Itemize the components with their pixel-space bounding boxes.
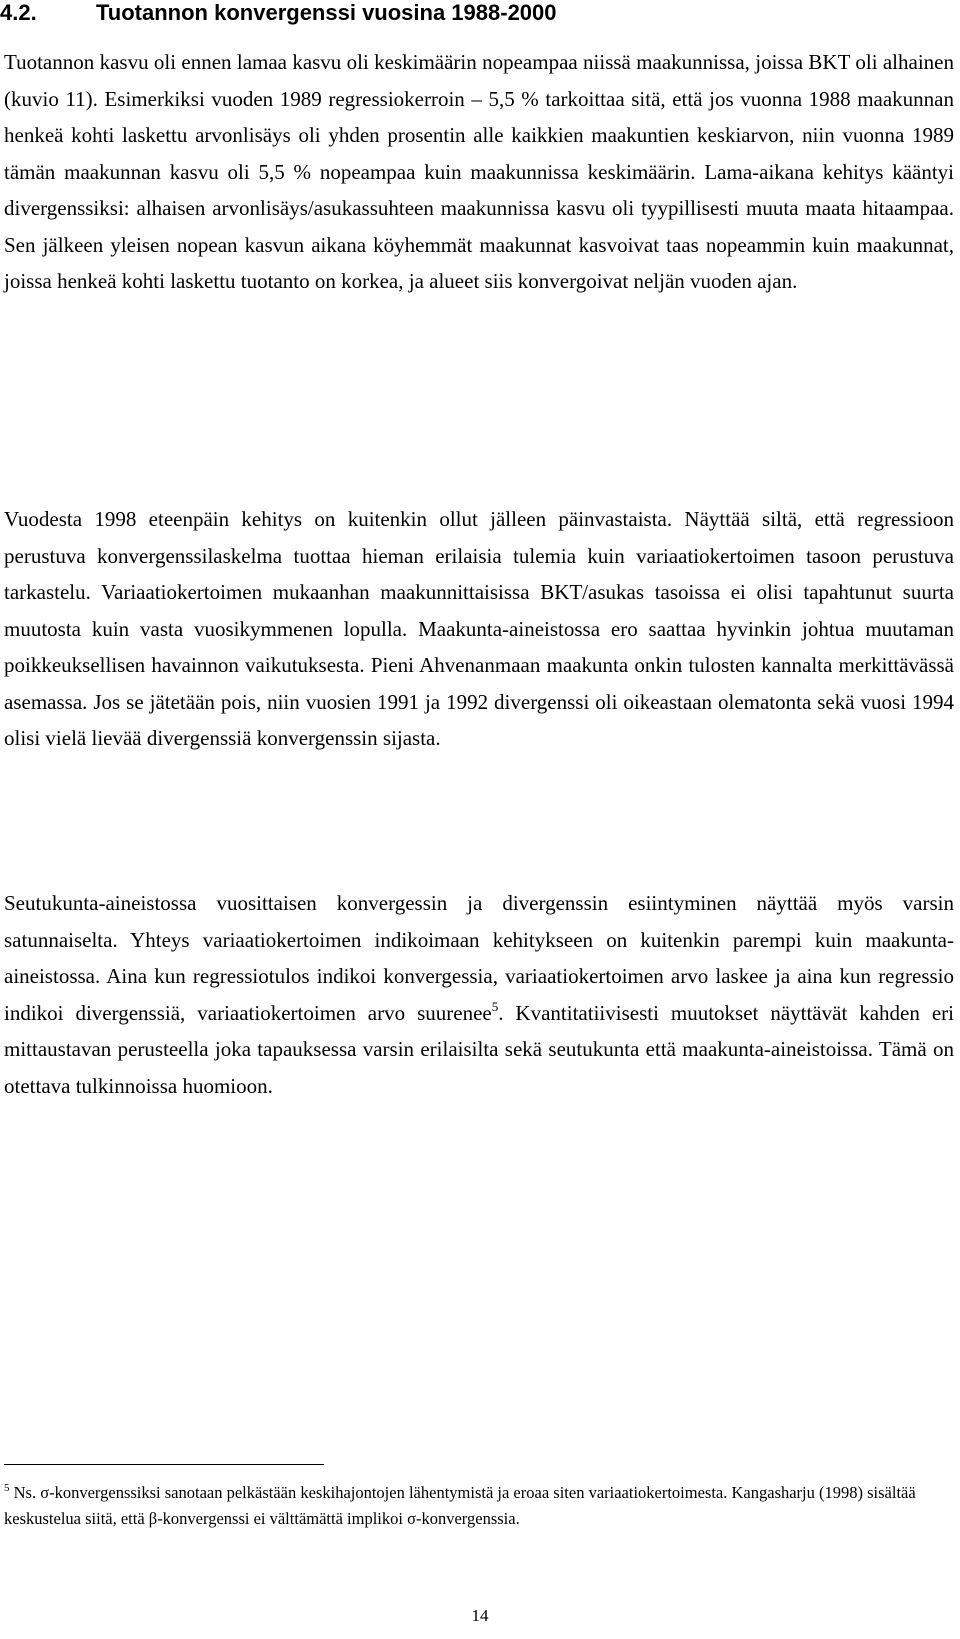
footnote-reference[interactable]: 5 (491, 998, 499, 1014)
footnote-number: 5 (4, 1482, 10, 1494)
section-heading (0, 0, 960, 26)
paragraph-1: Tuotannon kasvu oli ennen lamaa kasvu oli keskimäärin nopeampaa niissä maakunnissa, joissa BKT oli alhainen (kuvio 11). Esimerkiksi vuoden 1989 regressiokerroin – 5,5 % tarkoittaa sitä, että jos vuonna 1988 maakunnan henkeä kohti laskettu arvonlisäys oli yhden prosentin alle kaikkien maakuntien keskiarvon, niin vuonna 1989 tämän maakunnan kasvu oli 5,5 % nopeampaa kuin maakunnissa keskimäärin. Lama-aikana kehitys kääntyi divergenssiksi: alhaisen arvonlisäys/asukassuhteen maakunnissa kasvu oli tyypillisesti muuta maata hitaampaa. Sen jälkeen yleisen nopean kasvun aikana köyhemmät maakunnat kasvoivat taas nopeammin kuin maakunnat, joissa henkeä kohti laskettu tuotanto on korkea, ja alueet siis konvergoivat neljän vuoden ajan. (4, 50, 954, 293)
footnote-text: Ns. σ-konvergenssiksi sanotaan pelkästään keskihajontojen lähentymistä ja eroaa siten variaatiokertoimesta. Kangasharju (1998) sisältää keskustelua siitä, että β-konvergenssi ei välttämättä implikoi σ-konvergenssia. (4, 1483, 916, 1528)
section-number: 4.2. (0, 0, 37, 25)
footnote (4, 1480, 944, 1532)
page-number: 14 (471, 1606, 489, 1625)
paragraph-3 (4, 885, 954, 1104)
paragraph-3-text-start: Seutukunta-aineistossa vuosittaisen konvergessin ja divergenssin esiintyminen näyttää myös varsin satunnaiselta. Yhteys variaatiokertoimen indikoimaan kehitykseen on kuitenkin parempi kuin maakunta-aineistossa. Aina kun regressiotulos indikoi konvergessia, variaatiokertoimen arvo laskee ja aina kun regressio indikoi divergenssiä, variaatiokertoimen arvo suurenee (4, 891, 954, 1025)
paragraph-3-text-end: . Kvantitatiivisesti muutokset näyttävät kahden eri mittaustavan perusteella joka tapauksessa varsin erilaisilta sekä seutukunta että maakunta-aineistoissa. Tämä on otettava tulkinnoissa huomioon. (4, 1000, 954, 1098)
paragraph-2: Vuodesta 1998 eteenpäin kehitys on kuitenkin ollut jälleen päinvastaista. Näyttää siltä, että regressioon perustuva konvergenssilaskelma tuottaa hieman erilaisia tulemia kuin variaatiokertoimen tasoon perustuva tarkastelu. Variaatiokertoimen mukaanhan maakunnittaisissa BKT/asukas tasoissa ei olisi tapahtunut suurta muutosta kuin vasta vuosikymmenen lopulla. Maakunta-aineistossa ero saattaa hyvinkin johtua muutaman poikkeuksellisen havainnon vaikutuksesta. Pieni Ahvenanmaan maakunta onkin tulosten kannalta merkittävässä asemassa. Jos se jätetään pois, niin vuosien 1991 ja 1992 divergenssi oli oikeastaan olematonta sekä vuosi 1994 olisi vielä lievää divergenssiä konvergenssin sijasta. (4, 507, 954, 750)
section-title: Tuotannon konvergenssi vuosina 1988-2000 (96, 0, 557, 25)
footnote-separator (4, 1464, 324, 1465)
